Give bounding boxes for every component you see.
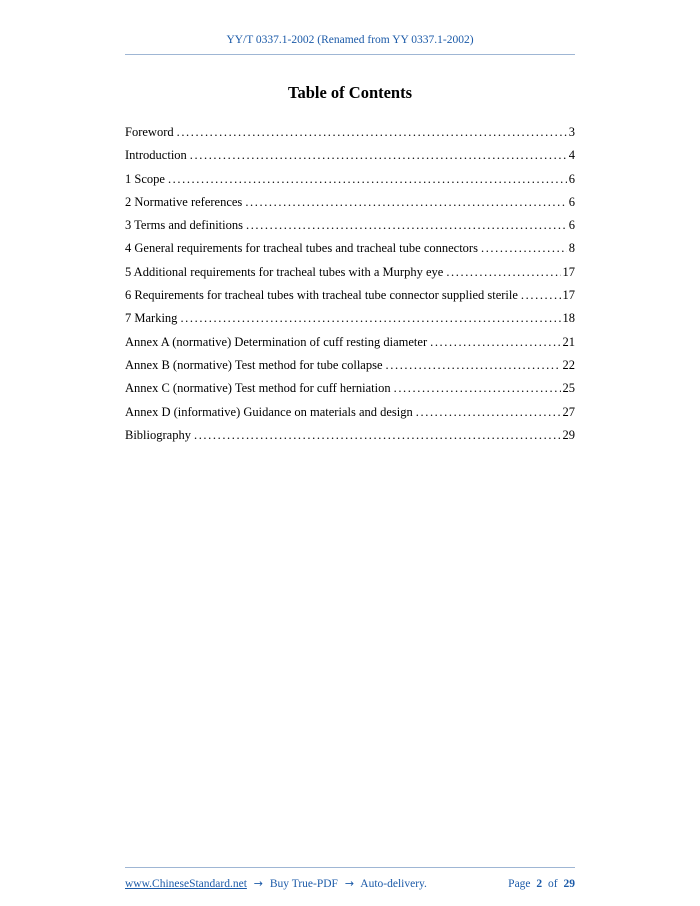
toc-entry xyxy=(125,218,575,241)
header-divider xyxy=(125,54,575,55)
toc-entry xyxy=(125,358,575,381)
toc-entry-label: 7 Marking xyxy=(125,311,178,326)
toc-entry-page: 6 xyxy=(568,194,575,209)
toc-entry-page: 17 xyxy=(562,264,575,279)
toc-entry-page: 27 xyxy=(562,404,575,419)
toc-entry-label: Annex C (normative) Test method for cuff herniation xyxy=(125,381,391,396)
footer-buy-label: Buy True-PDF xyxy=(269,878,338,890)
toc-entry-label: Bibliography xyxy=(125,427,191,442)
footer-page-number: 2 xyxy=(536,878,543,890)
toc-leader-dots xyxy=(481,241,567,256)
page-title: Table of Contents xyxy=(287,83,413,102)
header-title: YY/T 0337.1-2002 (Renamed from YY 0337.1-2002) xyxy=(226,34,474,46)
footer-page-indicator xyxy=(508,878,575,890)
footer-of-label: of xyxy=(548,878,558,890)
arrow-right-icon: → xyxy=(344,877,355,890)
toc-entry-label: Annex A (normative) Determination of cuff resting diameter xyxy=(125,334,428,349)
toc-leader-dots xyxy=(394,381,561,396)
toc-entry xyxy=(125,125,575,148)
document-content xyxy=(0,0,700,451)
toc-entry-page: 21 xyxy=(562,334,575,349)
toc-leader-dots xyxy=(190,148,567,163)
toc-entry-page: 4 xyxy=(568,148,575,163)
toc-entry-label: Introduction xyxy=(125,148,187,163)
toc-entry-page: 6 xyxy=(568,171,575,186)
toc-entry-label: Annex D (informative) Guidance on materials and design xyxy=(125,404,413,419)
toc-entry-label: 1 Scope xyxy=(125,171,165,186)
toc-entry-page: 25 xyxy=(562,381,575,396)
toc-leader-dots xyxy=(446,265,560,280)
footer-page-label: Page xyxy=(508,878,531,890)
toc-entry-page: 6 xyxy=(568,218,575,233)
toc-entry-label: Foreword xyxy=(125,125,174,139)
toc-entry-label: 5 Additional requirements for tracheal tubes with a Murphy eye xyxy=(125,264,444,279)
toc-entry-page: 3 xyxy=(568,125,575,139)
toc-entry-page: 29 xyxy=(562,427,575,442)
toc-entry xyxy=(125,172,575,195)
toc-entry xyxy=(125,405,575,428)
footer-total-pages: 29 xyxy=(563,878,575,890)
toc-leader-dots xyxy=(194,428,561,443)
toc-leader-dots xyxy=(386,358,561,373)
toc-leader-dots xyxy=(416,405,561,420)
toc-leader-dots xyxy=(245,195,566,210)
toc-entry-page: 17 xyxy=(562,288,575,303)
toc-entry-label: 2 Normative references xyxy=(125,194,243,209)
footer-site-link[interactable]: www.ChineseStandard.net xyxy=(125,878,247,890)
toc-entry xyxy=(125,241,575,264)
toc-leader-dots xyxy=(246,218,567,233)
footer-delivery-label: Auto-delivery. xyxy=(360,878,427,890)
toc-entry xyxy=(125,428,575,451)
arrow-right-icon: → xyxy=(253,877,263,890)
document-footer xyxy=(125,867,575,890)
toc-leader-dots xyxy=(177,125,567,140)
toc-entry xyxy=(125,148,575,171)
toc-entry-label: 4 General requirements for tracheal tubes and tracheal tube connectors xyxy=(125,241,478,256)
toc-leader-dots xyxy=(168,172,567,187)
toc-leader-dots xyxy=(180,311,560,326)
toc-entry xyxy=(125,311,575,334)
toc-entry-page: 18 xyxy=(562,311,575,326)
toc-leader-dots xyxy=(521,288,561,303)
toc-entry xyxy=(125,288,575,311)
toc-entry xyxy=(125,265,575,288)
toc-entry xyxy=(125,195,575,218)
footer-left xyxy=(125,877,431,890)
toc-entry xyxy=(125,335,575,358)
toc-entry-label: 6 Requirements for tracheal tubes with tracheal tube connector supplied sterile xyxy=(125,288,518,303)
toc-entry xyxy=(125,381,575,404)
table-of-contents xyxy=(125,125,575,451)
toc-entry-label: 3 Terms and definitions xyxy=(125,218,243,233)
toc-leader-dots xyxy=(430,335,560,350)
toc-entry-page: 8 xyxy=(568,241,575,256)
toc-entry-page: 22 xyxy=(562,357,575,372)
toc-entry-label: Annex B (normative) Test method for tube collapse xyxy=(125,357,383,372)
